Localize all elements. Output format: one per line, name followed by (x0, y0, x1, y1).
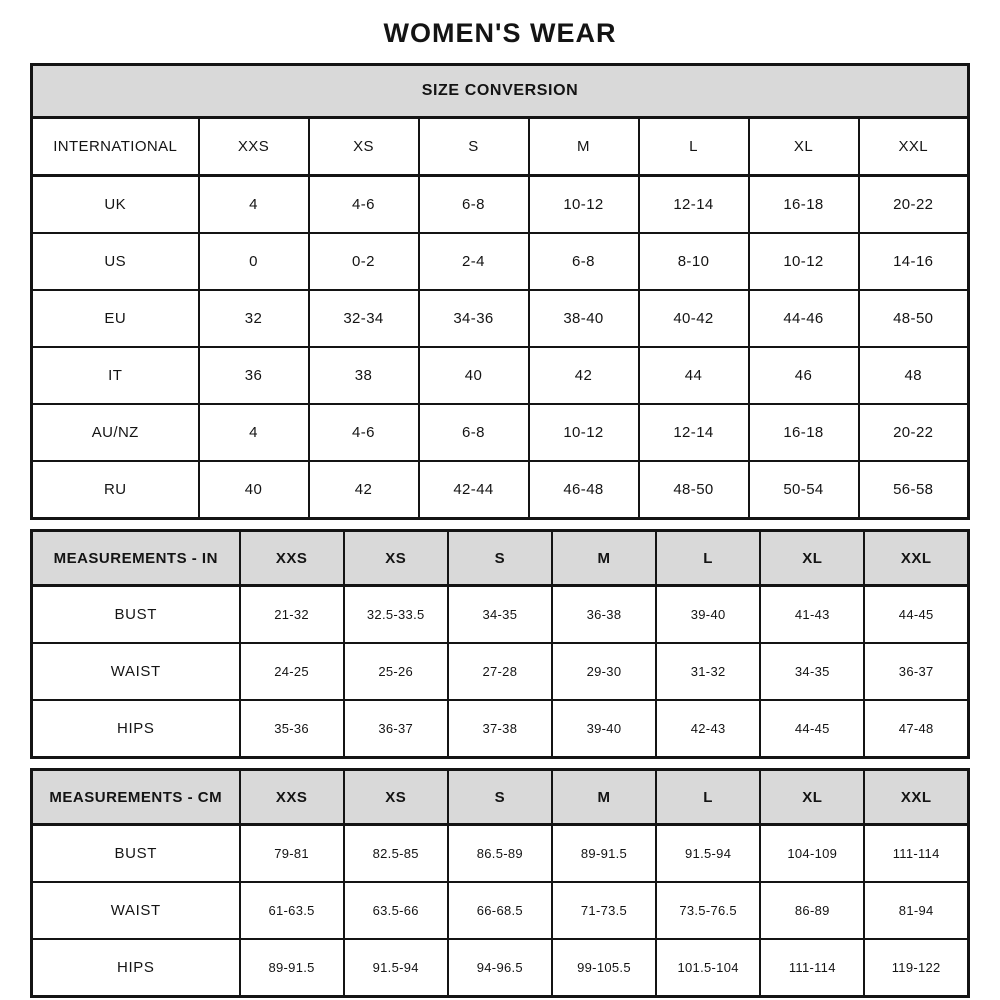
measurement-cell: 86.5-89 (448, 825, 552, 883)
table-row (32, 643, 969, 700)
measurement-cell: 89-91.5 (552, 825, 656, 883)
row-label: US (32, 233, 199, 290)
size-cell: 10-12 (529, 404, 639, 461)
page-title: WOMEN'S WEAR (383, 18, 617, 48)
size-cell: 20-22 (859, 176, 969, 234)
measurement-cell: 21-32 (240, 586, 344, 644)
measurement-cell: 79-81 (240, 825, 344, 883)
size-cell: 48 (859, 347, 969, 404)
measurement-cell: 66-68.5 (448, 882, 552, 939)
measurements-in-table (30, 529, 970, 759)
table-row (32, 347, 969, 404)
measurement-cell: 111-114 (864, 825, 968, 883)
measurement-cell: 44-45 (760, 700, 864, 758)
measurement-cell: 63.5-66 (344, 882, 448, 939)
table-row (32, 404, 969, 461)
row-label: INTERNATIONAL (32, 118, 199, 176)
measurement-cell: 101.5-104 (656, 939, 760, 997)
measurement-cell: 99-105.5 (552, 939, 656, 997)
measurement-cell: 91.5-94 (344, 939, 448, 997)
size-cell: 32 (199, 290, 309, 347)
table-row (32, 939, 969, 997)
row-label: HIPS (32, 700, 240, 758)
size-cell: 0-2 (309, 233, 419, 290)
size-cell: 38 (309, 347, 419, 404)
table-row (32, 118, 969, 176)
row-label: IT (32, 347, 199, 404)
size-cell: 6-8 (419, 404, 529, 461)
measurements-in-title: MEASUREMENTS - IN (32, 531, 240, 586)
column-header: XS (344, 531, 448, 586)
table-row (32, 882, 969, 939)
size-cell: 36 (199, 347, 309, 404)
table-row (32, 65, 969, 118)
size-cell: 46 (749, 347, 859, 404)
measurement-cell: 35-36 (240, 700, 344, 758)
measurement-cell: 25-26 (344, 643, 448, 700)
size-cell: 6-8 (529, 233, 639, 290)
size-cell: 16-18 (749, 176, 859, 234)
size-cell: 46-48 (529, 461, 639, 519)
table-row (32, 233, 969, 290)
size-cell: 12-14 (639, 176, 749, 234)
table-row (32, 176, 969, 234)
measurement-cell: 86-89 (760, 882, 864, 939)
measurement-cell: 34-35 (760, 643, 864, 700)
size-cell: 34-36 (419, 290, 529, 347)
column-header: XL (749, 118, 859, 176)
measurement-cell: 27-28 (448, 643, 552, 700)
measurements-cm-title: MEASUREMENTS - CM (32, 770, 240, 825)
table-row (32, 770, 969, 825)
measurement-cell: 37-38 (448, 700, 552, 758)
row-label: BUST (32, 825, 240, 883)
column-header: XS (344, 770, 448, 825)
measurement-cell: 119-122 (864, 939, 968, 997)
measurement-cell: 36-37 (344, 700, 448, 758)
table-row (32, 586, 969, 644)
column-header: XXL (864, 531, 968, 586)
measurement-cell: 81-94 (864, 882, 968, 939)
size-cell: 56-58 (859, 461, 969, 519)
size-cell: 0 (199, 233, 309, 290)
measurement-cell: 39-40 (656, 586, 760, 644)
table-row (32, 461, 969, 519)
measurement-cell: 73.5-76.5 (656, 882, 760, 939)
row-label: WAIST (32, 882, 240, 939)
row-label: HIPS (32, 939, 240, 997)
measurement-cell: 42-43 (656, 700, 760, 758)
size-conversion-title: SIZE CONVERSION (32, 65, 969, 118)
row-label: UK (32, 176, 199, 234)
measurement-cell: 29-30 (552, 643, 656, 700)
column-header: L (656, 770, 760, 825)
measurement-cell: 111-114 (760, 939, 864, 997)
row-label: EU (32, 290, 199, 347)
table-row (32, 290, 969, 347)
table-row (32, 531, 969, 586)
column-header: XL (760, 770, 864, 825)
measurement-cell: 32.5-33.5 (344, 586, 448, 644)
table-row (32, 825, 969, 883)
size-cell: 48-50 (859, 290, 969, 347)
column-header: XXL (859, 118, 969, 176)
column-header: XXS (240, 770, 344, 825)
size-cell: 10-12 (749, 233, 859, 290)
size-cell: 20-22 (859, 404, 969, 461)
size-guide-page (30, 0, 970, 998)
measurements-cm-table (30, 768, 970, 998)
measurement-cell: 36-38 (552, 586, 656, 644)
size-cell: 40-42 (639, 290, 749, 347)
measurement-cell: 47-48 (864, 700, 968, 758)
measurement-cell: 89-91.5 (240, 939, 344, 997)
size-cell: 6-8 (419, 176, 529, 234)
size-cell: 4 (199, 404, 309, 461)
size-cell: 40 (419, 347, 529, 404)
column-header: L (656, 531, 760, 586)
measurement-cell: 61-63.5 (240, 882, 344, 939)
size-cell: 48-50 (639, 461, 749, 519)
column-header: XXS (240, 531, 344, 586)
size-cell: 4-6 (309, 176, 419, 234)
size-cell: 8-10 (639, 233, 749, 290)
size-cell: 50-54 (749, 461, 859, 519)
measurement-cell: 39-40 (552, 700, 656, 758)
measurement-cell: 36-37 (864, 643, 968, 700)
row-label: BUST (32, 586, 240, 644)
measurement-cell: 94-96.5 (448, 939, 552, 997)
column-header: S (419, 118, 529, 176)
column-header: M (552, 531, 656, 586)
measurement-cell: 34-35 (448, 586, 552, 644)
size-cell: 12-14 (639, 404, 749, 461)
size-cell: 4-6 (309, 404, 419, 461)
size-cell: 42 (309, 461, 419, 519)
measurement-cell: 71-73.5 (552, 882, 656, 939)
size-cell: 44 (639, 347, 749, 404)
column-header: M (552, 770, 656, 825)
column-header: M (529, 118, 639, 176)
row-label: WAIST (32, 643, 240, 700)
size-conversion-table (30, 63, 970, 520)
measurement-cell: 91.5-94 (656, 825, 760, 883)
column-header: S (448, 531, 552, 586)
size-cell: 14-16 (859, 233, 969, 290)
column-header: XXL (864, 770, 968, 825)
table-row (32, 700, 969, 758)
size-cell: 10-12 (529, 176, 639, 234)
size-cell: 38-40 (529, 290, 639, 347)
measurement-cell: 24-25 (240, 643, 344, 700)
size-cell: 40 (199, 461, 309, 519)
column-header: XXS (199, 118, 309, 176)
size-cell: 42-44 (419, 461, 529, 519)
column-header: XL (760, 531, 864, 586)
size-cell: 16-18 (749, 404, 859, 461)
column-header: L (639, 118, 749, 176)
measurement-cell: 44-45 (864, 586, 968, 644)
size-cell: 4 (199, 176, 309, 234)
row-label: AU/NZ (32, 404, 199, 461)
measurement-cell: 104-109 (760, 825, 864, 883)
measurement-cell: 82.5-85 (344, 825, 448, 883)
column-header: S (448, 770, 552, 825)
size-cell: 32-34 (309, 290, 419, 347)
size-cell: 44-46 (749, 290, 859, 347)
measurement-cell: 41-43 (760, 586, 864, 644)
column-header: XS (309, 118, 419, 176)
measurement-cell: 31-32 (656, 643, 760, 700)
size-cell: 42 (529, 347, 639, 404)
row-label: RU (32, 461, 199, 519)
size-cell: 2-4 (419, 233, 529, 290)
